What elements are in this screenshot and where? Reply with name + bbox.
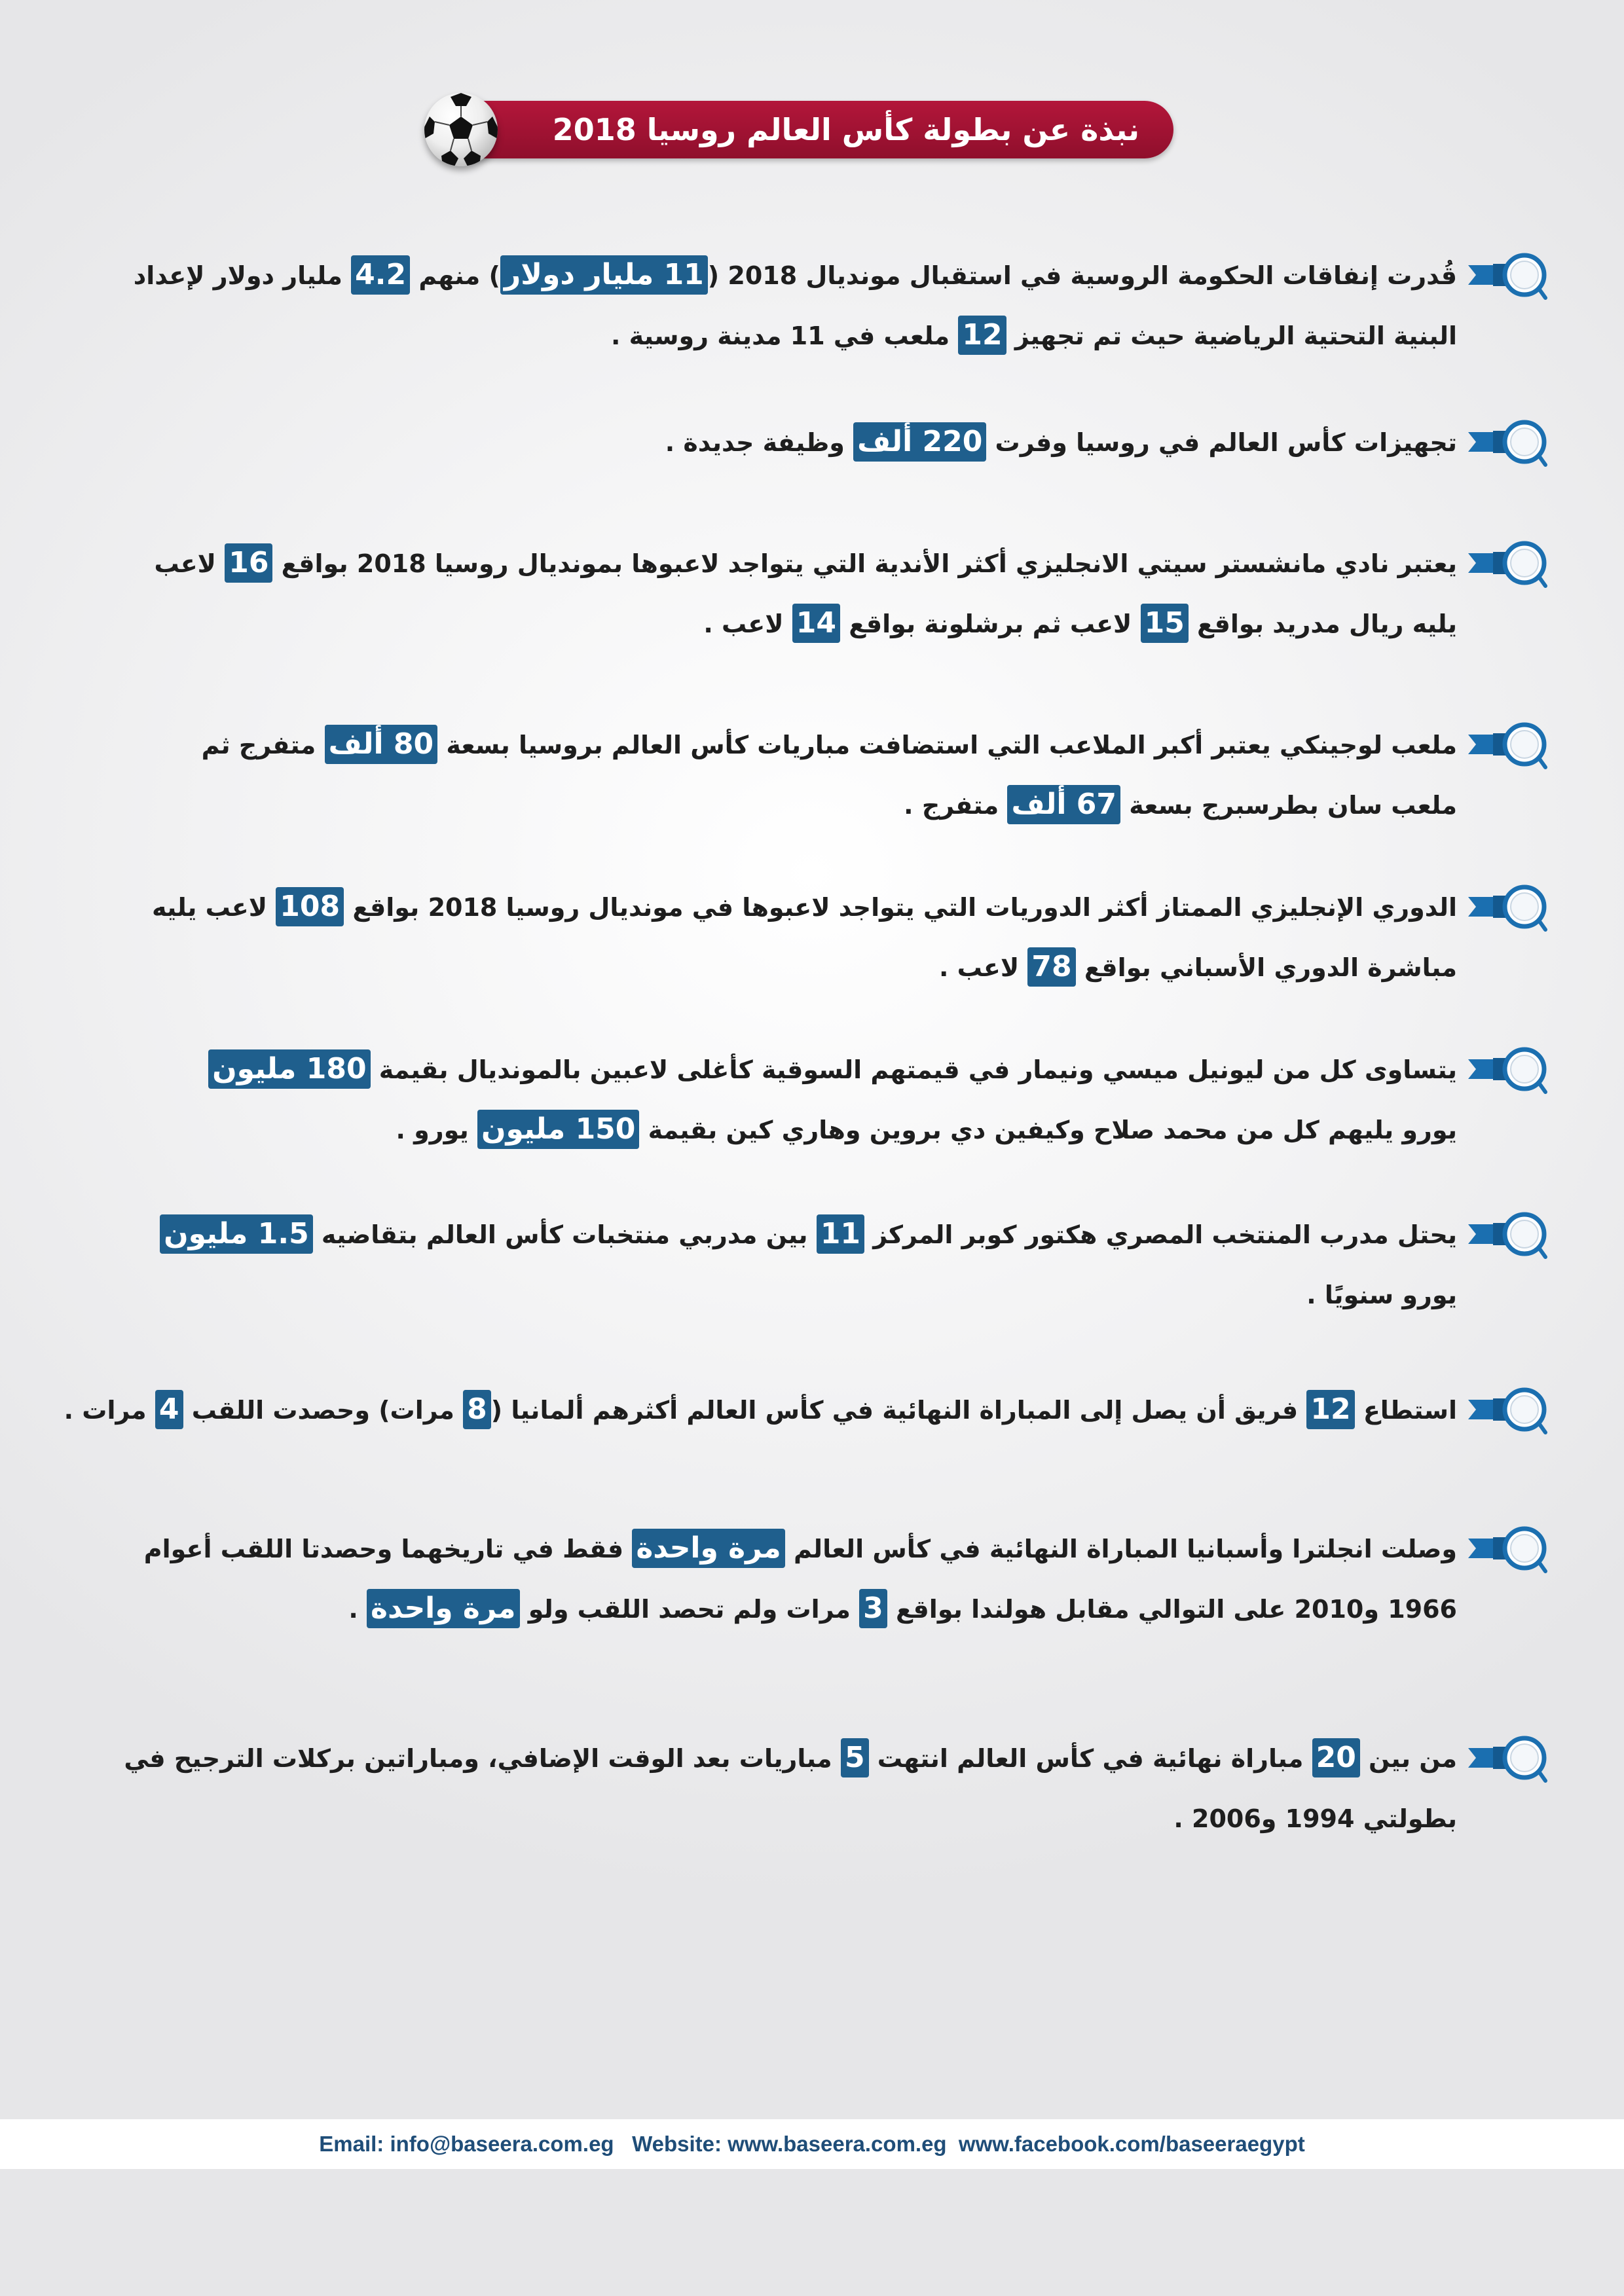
fact-segment: مرات ولم تحصد اللقب ولو bbox=[519, 1595, 860, 1624]
fact-segment: لاعب . bbox=[703, 610, 792, 638]
fact-segment: مباشرة الدوري الأسباني بواقع bbox=[1075, 953, 1457, 982]
fact-segment: يورو يليهم كل من محمد صلاح وكيفين دي بروين وهاري كين بقيمة bbox=[639, 1116, 1457, 1144]
magnifier-bullet-icon bbox=[1467, 1519, 1552, 1578]
fact-line bbox=[144, 1579, 1457, 1639]
magnifier-bullet-icon bbox=[1467, 534, 1552, 592]
fact-text bbox=[160, 1205, 1457, 1325]
magnifier-bullet-icon bbox=[1467, 246, 1552, 304]
footer bbox=[0, 2119, 1624, 2169]
highlight-figure: 108 bbox=[276, 887, 344, 926]
fact-segment: من بين bbox=[1359, 1744, 1457, 1773]
fact-segment: متفرج . bbox=[904, 791, 1008, 820]
fact-segment: وظيفة جديدة . bbox=[665, 428, 854, 457]
highlight-figure: 5 bbox=[841, 1738, 869, 1777]
fact-line bbox=[152, 877, 1457, 938]
fact-line bbox=[160, 1205, 1457, 1265]
fact-segment: البنية التحتية الرياضية حيث تم تجهيز bbox=[1006, 321, 1457, 350]
fact-text bbox=[152, 877, 1457, 998]
fact-line bbox=[160, 1265, 1457, 1325]
highlight-figure: 11 bbox=[817, 1214, 864, 1254]
fact-text bbox=[208, 1040, 1457, 1160]
highlight-figure: 8 bbox=[463, 1390, 491, 1429]
fact-segment: مرات . bbox=[64, 1396, 155, 1425]
fact-segment: لاعب ثم برشلونة بواقع bbox=[840, 610, 1141, 638]
fact-segment: فقط في تاريخهما وحصدتا اللقب أعوام bbox=[143, 1535, 633, 1563]
fact-segment: ملعب لوجينكي يعتبر أكبر الملاعب التي استضافت مباريات كأس العالم بروسيا بسعة bbox=[437, 731, 1457, 759]
fact-segment: ) منهم bbox=[410, 261, 500, 290]
highlight-figure: 11 مليار دولار bbox=[500, 255, 708, 295]
highlight-figure: 80 ألف bbox=[325, 725, 438, 764]
highlight-figure: 4.2 bbox=[351, 255, 410, 295]
highlight-figure: 15 bbox=[1141, 604, 1189, 643]
magnifier-bullet-icon bbox=[1467, 412, 1552, 471]
magnifier-bullet-icon bbox=[1467, 1205, 1552, 1264]
title-banner bbox=[445, 101, 1173, 158]
fact-segment: ملعب في 11 مدينة روسية . bbox=[610, 321, 959, 350]
fact-text bbox=[64, 1380, 1457, 1440]
highlight-figure: 78 bbox=[1027, 947, 1075, 987]
highlight-figure: 16 bbox=[225, 543, 272, 583]
fact-segment: متفرج ثم bbox=[201, 731, 325, 759]
fact-text bbox=[202, 715, 1457, 835]
highlight-figure: 14 bbox=[792, 604, 840, 643]
fact-segment: ملعب سان بطرسبرج بسعة bbox=[1120, 791, 1457, 820]
fact-line bbox=[155, 534, 1458, 594]
highlight-figure: 12 bbox=[958, 316, 1006, 355]
fact-segment: مليار دولار لإعداد bbox=[133, 261, 352, 290]
fact-line bbox=[202, 775, 1457, 835]
fact-line bbox=[155, 594, 1458, 654]
magnifier-bullet-icon bbox=[1467, 1728, 1552, 1787]
highlight-figure: 180 مليون bbox=[208, 1049, 370, 1089]
fact-line bbox=[208, 1100, 1457, 1160]
fact-segment: 1966 و2010 على التوالي مقابل هولندا بواقع bbox=[887, 1595, 1457, 1624]
highlight-figure: 67 ألف bbox=[1007, 785, 1120, 824]
highlight-figure: مرة واحدة bbox=[367, 1589, 519, 1628]
fact-line bbox=[134, 246, 1457, 306]
fact-text bbox=[124, 1728, 1457, 1849]
fact-segment: لاعب . bbox=[939, 953, 1028, 982]
fact-line bbox=[202, 715, 1457, 775]
fact-text bbox=[144, 1519, 1457, 1639]
fact-segment: يحتل مدرب المنتخب المصري هكتور كوبر المركز bbox=[864, 1220, 1457, 1249]
fact-line bbox=[144, 1519, 1457, 1579]
fact-segment: الدوري الإنجليزي الممتاز أكثر الدوريات التي يتواجد لاعبوها في مونديال روسيا 2018 بواقع bbox=[344, 893, 1457, 922]
fact-line bbox=[124, 1728, 1457, 1789]
highlight-figure: 220 ألف bbox=[853, 422, 986, 462]
highlight-figure: 150 مليون bbox=[477, 1110, 639, 1149]
magnifier-bullet-icon bbox=[1467, 877, 1552, 936]
fact-line bbox=[124, 1789, 1457, 1849]
fact-segment: وصلت انجلترا وأسبانيا المباراة النهائية في كأس العالم bbox=[784, 1535, 1457, 1563]
highlight-figure: 3 bbox=[859, 1589, 887, 1628]
fact-line bbox=[152, 938, 1457, 998]
highlight-figure: 12 bbox=[1306, 1390, 1354, 1429]
fact-segment: بين مدربي منتخبات كأس العالم بتقاضيه bbox=[312, 1220, 817, 1249]
fact-line bbox=[134, 306, 1457, 366]
magnifier-bullet-icon bbox=[1467, 1040, 1552, 1099]
highlight-figure: 4 bbox=[155, 1390, 183, 1429]
fact-line bbox=[208, 1040, 1457, 1100]
page-title: نبذة عن بطولة كأس العالم روسيا 2018 bbox=[552, 112, 1139, 147]
fact-text bbox=[665, 412, 1457, 473]
fact-segment: يتساوى كل من ليونيل ميسي ونيمار في قيمتهم السوقية كأغلى لاعبين بالمونديال بقيمة bbox=[370, 1055, 1457, 1084]
fact-segment: قُدرت إنفاقات الحكومة الروسية في استقبال مونديال 2018 ( bbox=[707, 261, 1457, 290]
fact-segment: يعتبر نادي مانشستر سيتي الانجليزي أكثر الأندية التي يتواجد لاعبوها بمونديال روسيا 2018 بواقع bbox=[272, 549, 1457, 578]
fact-segment: فريق أن يصل إلى المباراة النهائية في كأس العالم أكثرهم ألمانيا ( bbox=[490, 1396, 1307, 1425]
fact-segment: بطولتي 1994 و2006 . bbox=[1173, 1804, 1457, 1833]
highlight-figure: 1.5 مليون bbox=[160, 1214, 313, 1254]
fact-segment: لاعب يليه bbox=[152, 893, 276, 922]
highlight-figure: مرة واحدة bbox=[632, 1529, 784, 1568]
fact-segment: تجهيزات كأس العالم في روسيا وفرت bbox=[986, 428, 1457, 457]
magnifier-bullet-icon bbox=[1467, 715, 1552, 774]
fact-line bbox=[665, 412, 1457, 473]
fact-segment: استطاع bbox=[1354, 1396, 1457, 1425]
fact-segment: مرات) وحصدت اللقب bbox=[183, 1396, 464, 1425]
fact-segment: . bbox=[348, 1595, 367, 1624]
fact-segment: يورو سنويًا . bbox=[1306, 1281, 1457, 1309]
fact-text bbox=[155, 534, 1458, 654]
magnifier-bullet-icon bbox=[1467, 1380, 1552, 1439]
soccer-ball-icon bbox=[424, 93, 498, 166]
fact-text bbox=[134, 246, 1457, 366]
footer-contact: Email: info@baseera.com.eg Website: www.baseera.com.eg www.facebook.com/baseeraegypt bbox=[319, 2132, 1305, 2156]
fact-segment: يورو . bbox=[396, 1116, 477, 1144]
fact-segment: لاعب bbox=[154, 549, 225, 578]
highlight-figure: 20 bbox=[1312, 1738, 1360, 1777]
fact-segment: مباريات بعد الوقت الإضافي، ومباراتين بركلات الترجيح في bbox=[124, 1744, 841, 1773]
fact-segment: يليه ريال مدريد بواقع bbox=[1188, 610, 1457, 638]
fact-line bbox=[64, 1380, 1457, 1440]
fact-segment: مباراة نهائية في كأس العالم انتهت bbox=[868, 1744, 1312, 1773]
